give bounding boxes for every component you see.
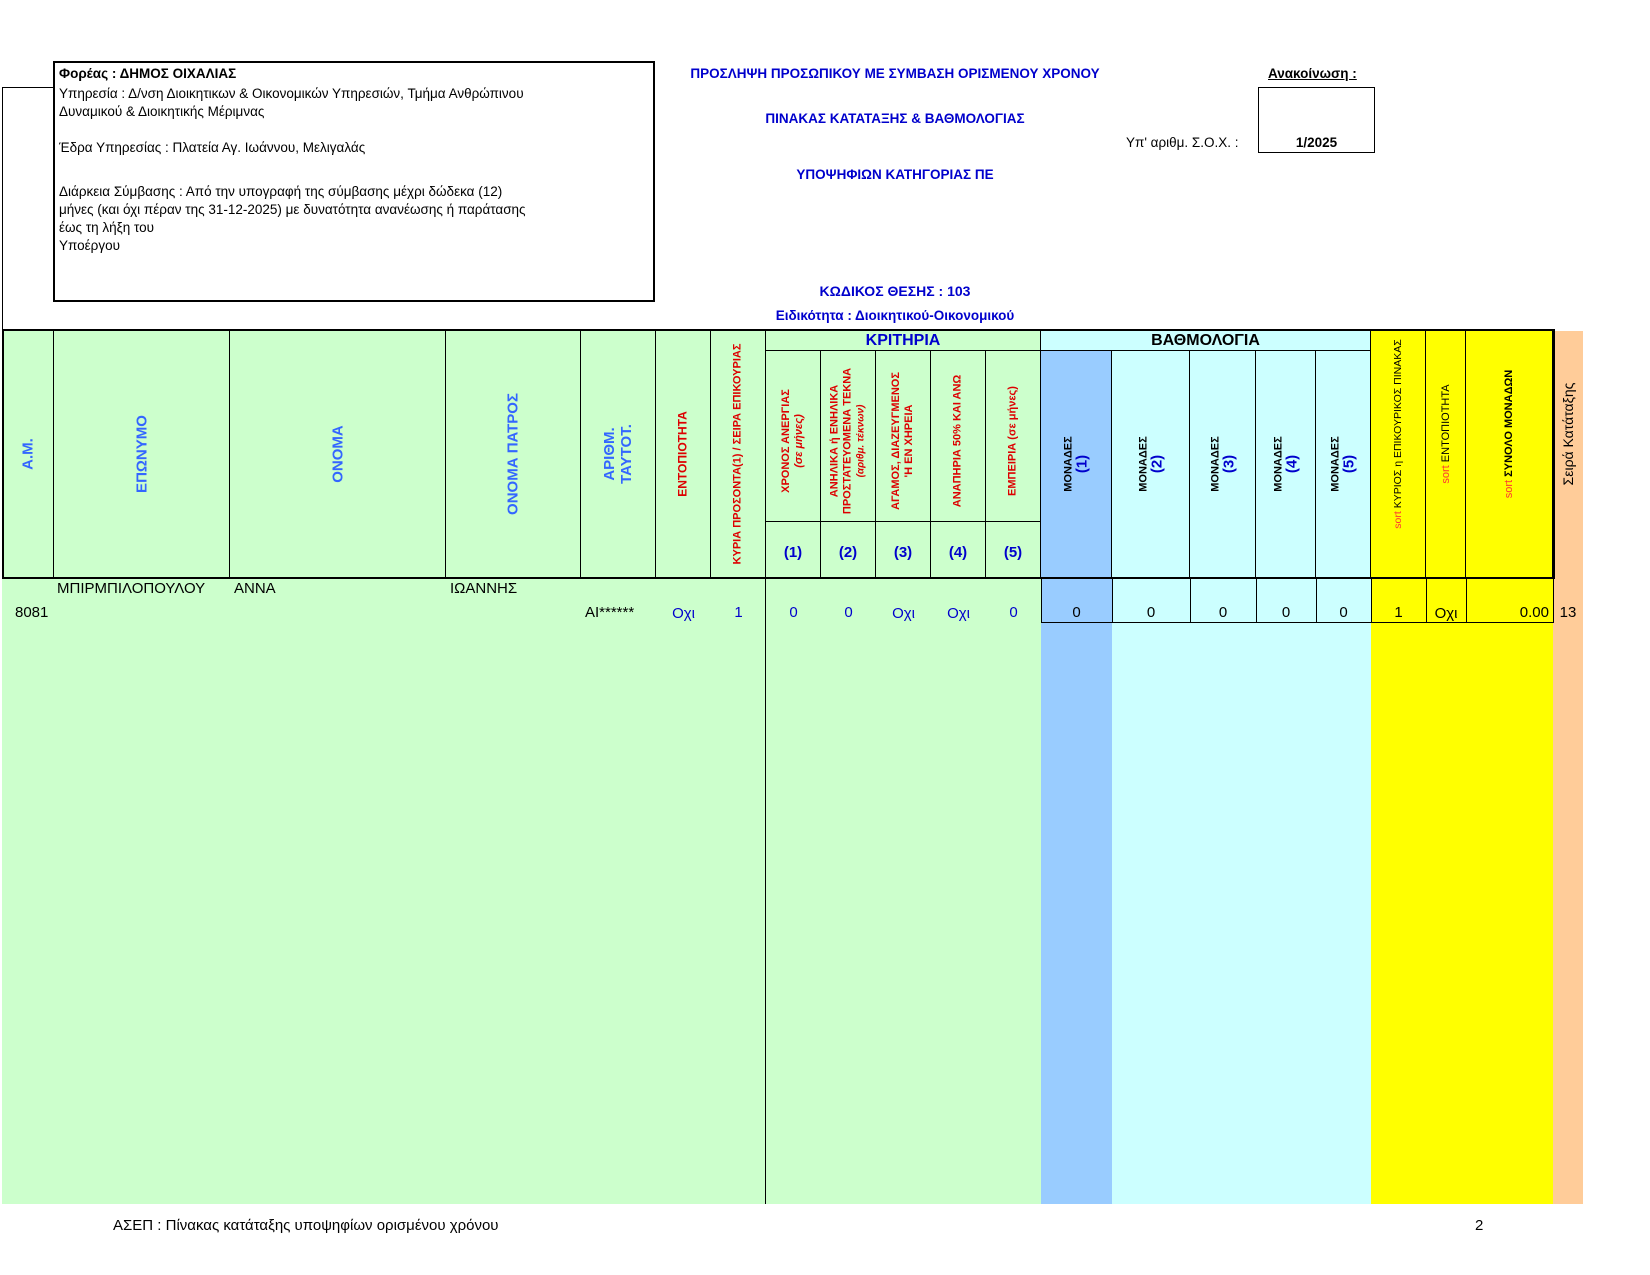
row-main-aux: 1 bbox=[734, 604, 743, 621]
col-sort-total-label bbox=[1502, 370, 1516, 498]
col-rank bbox=[1553, 331, 1583, 577]
col-c1-label-a: ΧΡΟΝΟΣ ΑΝΕΡΓΙΑΣ bbox=[780, 389, 792, 494]
row-surname: ΜΠΙΡΜΠΙΛΟΠΟΥΛΟΥ bbox=[57, 580, 206, 597]
body-criteria-area bbox=[765, 577, 1041, 1204]
col-c5-num: (5) bbox=[1003, 544, 1023, 561]
agency-info-box bbox=[53, 61, 655, 302]
row-c5: 0 bbox=[1009, 604, 1018, 621]
col-locality-label: ΕΝΤΟΠΙΟΤΗΤΑ bbox=[675, 411, 690, 497]
col-u4-num: (4) bbox=[1283, 454, 1300, 474]
col-c2-num: (2) bbox=[838, 544, 858, 561]
col-sort-main-label bbox=[1391, 340, 1405, 529]
col-u1-num: (1) bbox=[1073, 454, 1091, 474]
title-candidates: ΥΠΟΨΗΦΙΩΝ ΚΑΤΗΓΟΡΙΑΣ ΠΕ bbox=[796, 167, 994, 182]
col-u4-label bbox=[1271, 436, 1300, 491]
row-c2: 0 bbox=[844, 604, 853, 621]
duration-line-2: μήνες (και όχι πέραν της 31-12-2025) με δυνατότητα ανανέωσης ή παράτασης bbox=[59, 202, 526, 217]
page-number: 2 bbox=[1475, 1217, 1484, 1234]
score-group-header bbox=[1041, 331, 1371, 351]
score-group-label: ΒΑΘΜΟΛΟΓΙΑ bbox=[1151, 332, 1260, 349]
col-id-label bbox=[601, 424, 635, 484]
col-c2-label bbox=[829, 368, 868, 514]
col-u5-units: ΜΟΝΑΔΕΣ bbox=[1329, 436, 1342, 492]
col-c1-label bbox=[780, 390, 806, 494]
col-u2 bbox=[1112, 351, 1190, 577]
service-label: Υπηρεσία : Δ/νση Διοικητικων & Οικονομικών Υπηρεσιών, Τμήμα Ανθρώπινου Δυναμικού & Διοικητικής Μέριμνας bbox=[59, 86, 524, 119]
col-c2 bbox=[821, 351, 876, 577]
row-sort-main: 1 bbox=[1394, 604, 1403, 621]
row-father: ΙΩΑΝΝΗΣ bbox=[450, 580, 518, 597]
col-u1-label bbox=[1062, 436, 1091, 491]
col-father bbox=[446, 331, 581, 577]
col-sort-locality-sort: sort bbox=[1439, 465, 1452, 484]
col-sort-total-text: ΣΥΝΟΛΟ ΜΟΝΑΔΩΝ bbox=[1503, 370, 1515, 478]
row-rank: 13 bbox=[1559, 604, 1577, 621]
col-sort-total bbox=[1466, 331, 1553, 577]
body-units-1-area bbox=[1041, 577, 1112, 1204]
body-units-area bbox=[1112, 577, 1371, 1204]
col-u1-units: ΜΟΝΑΔΕΣ bbox=[1062, 436, 1075, 492]
col-surname-label: ΕΠΩΝΥΜΟ bbox=[133, 415, 150, 493]
col-sort-main-sort: sort bbox=[1392, 511, 1404, 530]
col-u3-num: (3) bbox=[1220, 454, 1237, 474]
col-u5-num: (5) bbox=[1340, 454, 1358, 474]
row-total: 0.00 bbox=[1519, 604, 1549, 621]
footer-text: ΑΣΕΠ : Πίνακας κατάταξης υποψηφίων ορισμένου χρόνου bbox=[113, 1217, 499, 1234]
duration-line-1: Διάρκεια Σύμβασης : Από την υπογραφή της σύμβασης μέχρι δώδεκα (12) bbox=[59, 184, 503, 199]
col-am bbox=[2, 331, 54, 577]
specialty: Ειδικότητα : Διοικητικού-Οικονομικού bbox=[775, 308, 1015, 323]
col-main-aux-label: ΚΥΡΙΑ ΠΡΟΣΟΝΤΑ(1) / ΣΕΙΡΑ ΕΠΙΚΟΥΡΙΑΣ bbox=[731, 343, 744, 565]
row-id: ΑΙ****** bbox=[585, 604, 635, 621]
col-u1 bbox=[1041, 351, 1112, 577]
criteria-group-label: ΚΡΙΤΗΡΙΑ bbox=[865, 332, 941, 349]
col-sort-total-sort: sort bbox=[1503, 480, 1515, 499]
col-c2-label-a: ΑΝΗΛΙΚΑ ή ΕΝΗΛΙΚΑ bbox=[828, 385, 841, 498]
col-am-label: Α.Μ. bbox=[19, 438, 36, 470]
row-u1: 0 bbox=[1072, 604, 1081, 621]
row-sort-locality: Οχι bbox=[1434, 605, 1458, 622]
col-c1 bbox=[766, 351, 821, 577]
col-father-label: ΟΝΟΜΑ ΠΑΤΡΟΣ bbox=[504, 393, 522, 515]
duration-line-3: έως τη λήξη του bbox=[59, 220, 155, 235]
row-am: 8081 bbox=[15, 604, 49, 621]
soh-label: Υπ' αριθμ. Σ.Ο.Χ. : bbox=[1126, 135, 1239, 150]
col-sort-locality bbox=[1426, 331, 1466, 577]
row-c4: Οχι bbox=[947, 605, 970, 622]
criteria-num-divider bbox=[766, 521, 1041, 522]
col-c4-num: (4) bbox=[948, 544, 968, 561]
col-id-label-1: ΑΡΙΘΜ. bbox=[601, 427, 618, 481]
col-u4 bbox=[1256, 351, 1316, 577]
col-id-label-2: ΤΑΥΤΟΤ. bbox=[618, 424, 635, 484]
left-frame bbox=[2, 87, 54, 332]
row-u2: 0 bbox=[1146, 604, 1156, 621]
col-c2-label-b: ΠΡΟΣΤΑΤΕΥΟΜΕΝΑ ΤΕΚΝΑ bbox=[841, 368, 854, 515]
col-c3 bbox=[876, 351, 931, 577]
body-sort-area bbox=[1371, 577, 1553, 1204]
col-sort-locality-text: ΕΝΤΟΠΙΟΤΗΤΑ bbox=[1439, 384, 1452, 463]
col-c2-label-c: (αριθμ. τέκνων) bbox=[855, 404, 867, 478]
col-u5-label bbox=[1329, 436, 1358, 491]
title-recruitment: ΠΡΟΣΛΗΨΗ ΠΡΟΣΩΠΙΚΟΥ ΜΕ ΣΥΜΒΑΣΗ ΟΡΙΣΜΕΝΟΥ ΧΡΟΝΟΥ bbox=[690, 66, 1100, 81]
col-locality bbox=[656, 331, 711, 577]
col-c3-num: (3) bbox=[893, 544, 913, 561]
col-c5 bbox=[986, 351, 1041, 577]
body-rank-area bbox=[1553, 577, 1583, 1204]
col-sort-locality-label bbox=[1439, 385, 1453, 484]
organization-label: Φορέας : ΔΗΜΟΣ ΟΙΧΑΛΙΑΣ bbox=[59, 66, 237, 81]
row-u5: 0 bbox=[1339, 604, 1348, 621]
table-row bbox=[0, 577, 1650, 625]
soh-value: 1/2025 bbox=[1295, 135, 1338, 150]
col-surname bbox=[54, 331, 230, 577]
col-name bbox=[230, 331, 446, 577]
col-u4-units: ΜΟΝΑΔΕΣ bbox=[1272, 436, 1284, 492]
col-c3-label-a: ΑΓΑΜΟΣ, ΔΙΑΖΕΥΓΜΕΝΟΣ bbox=[890, 372, 902, 511]
row-name: ΑΝΝΑ bbox=[234, 580, 276, 597]
col-c3-label bbox=[890, 372, 916, 510]
col-u2-units: ΜΟΝΑΔΕΣ bbox=[1137, 436, 1149, 492]
col-sort-main bbox=[1371, 331, 1426, 577]
row-u4: 0 bbox=[1281, 604, 1291, 621]
row-u3: 0 bbox=[1218, 604, 1228, 621]
col-id bbox=[581, 331, 656, 577]
col-c4 bbox=[931, 351, 986, 577]
row-c1: 0 bbox=[789, 604, 798, 621]
col-name-label: ΟΝΟΜΑ bbox=[329, 425, 346, 483]
position-code: ΚΩΔΙΚΟΣ ΘΕΣΗΣ : 103 bbox=[819, 283, 971, 299]
col-main-aux bbox=[711, 331, 766, 577]
col-u3-label bbox=[1208, 436, 1237, 491]
col-rank-label: Σειρά Κατάταξης bbox=[1560, 382, 1576, 486]
col-c1-label-b: (σε μήνες) bbox=[793, 414, 805, 469]
seat-label: Έδρα Υπηρεσίας : Πλατεία Αγ. Ιωάννου, Μελιγαλάς bbox=[59, 140, 366, 155]
body-green-area bbox=[2, 577, 765, 1204]
row-c3: Οχι bbox=[892, 605, 915, 622]
col-u2-label bbox=[1136, 436, 1165, 491]
col-u3 bbox=[1190, 351, 1256, 577]
col-sort-main-text: ΚΥΡΙΟΣ η ΕΠΙΚΟΥΡΙΚΟΣ ΠΙΝΑΚΑΣ bbox=[1392, 339, 1404, 509]
announcement-label: Ανακοίνωση : bbox=[1268, 66, 1357, 81]
criteria-group-header bbox=[766, 331, 1041, 351]
col-c3-label-b: 'Η ΕΝ ΧΗΡΕΙΑ bbox=[903, 404, 915, 478]
col-u5 bbox=[1316, 351, 1371, 577]
col-c1-num: (1) bbox=[783, 544, 803, 561]
col-c4-label: ΑΝΑΠΗΡΙΑ 50% ΚΑΙ ΑΝΩ bbox=[951, 375, 964, 508]
col-u3-units: ΜΟΝΑΔΕΣ bbox=[1209, 436, 1221, 492]
row-locality: Οχι bbox=[672, 605, 695, 622]
title-table: ΠΙΝΑΚΑΣ ΚΑΤΑΤΑΞΗΣ & ΒΑΘΜΟΛΟΓΙΑΣ bbox=[765, 111, 1025, 126]
col-c5-label: ΕΜΠΕΙΡΙΑ (σε μήνες) bbox=[1006, 386, 1019, 497]
col-u2-num: (2) bbox=[1148, 454, 1165, 474]
duration-line-4: Υποέργου bbox=[59, 238, 120, 253]
